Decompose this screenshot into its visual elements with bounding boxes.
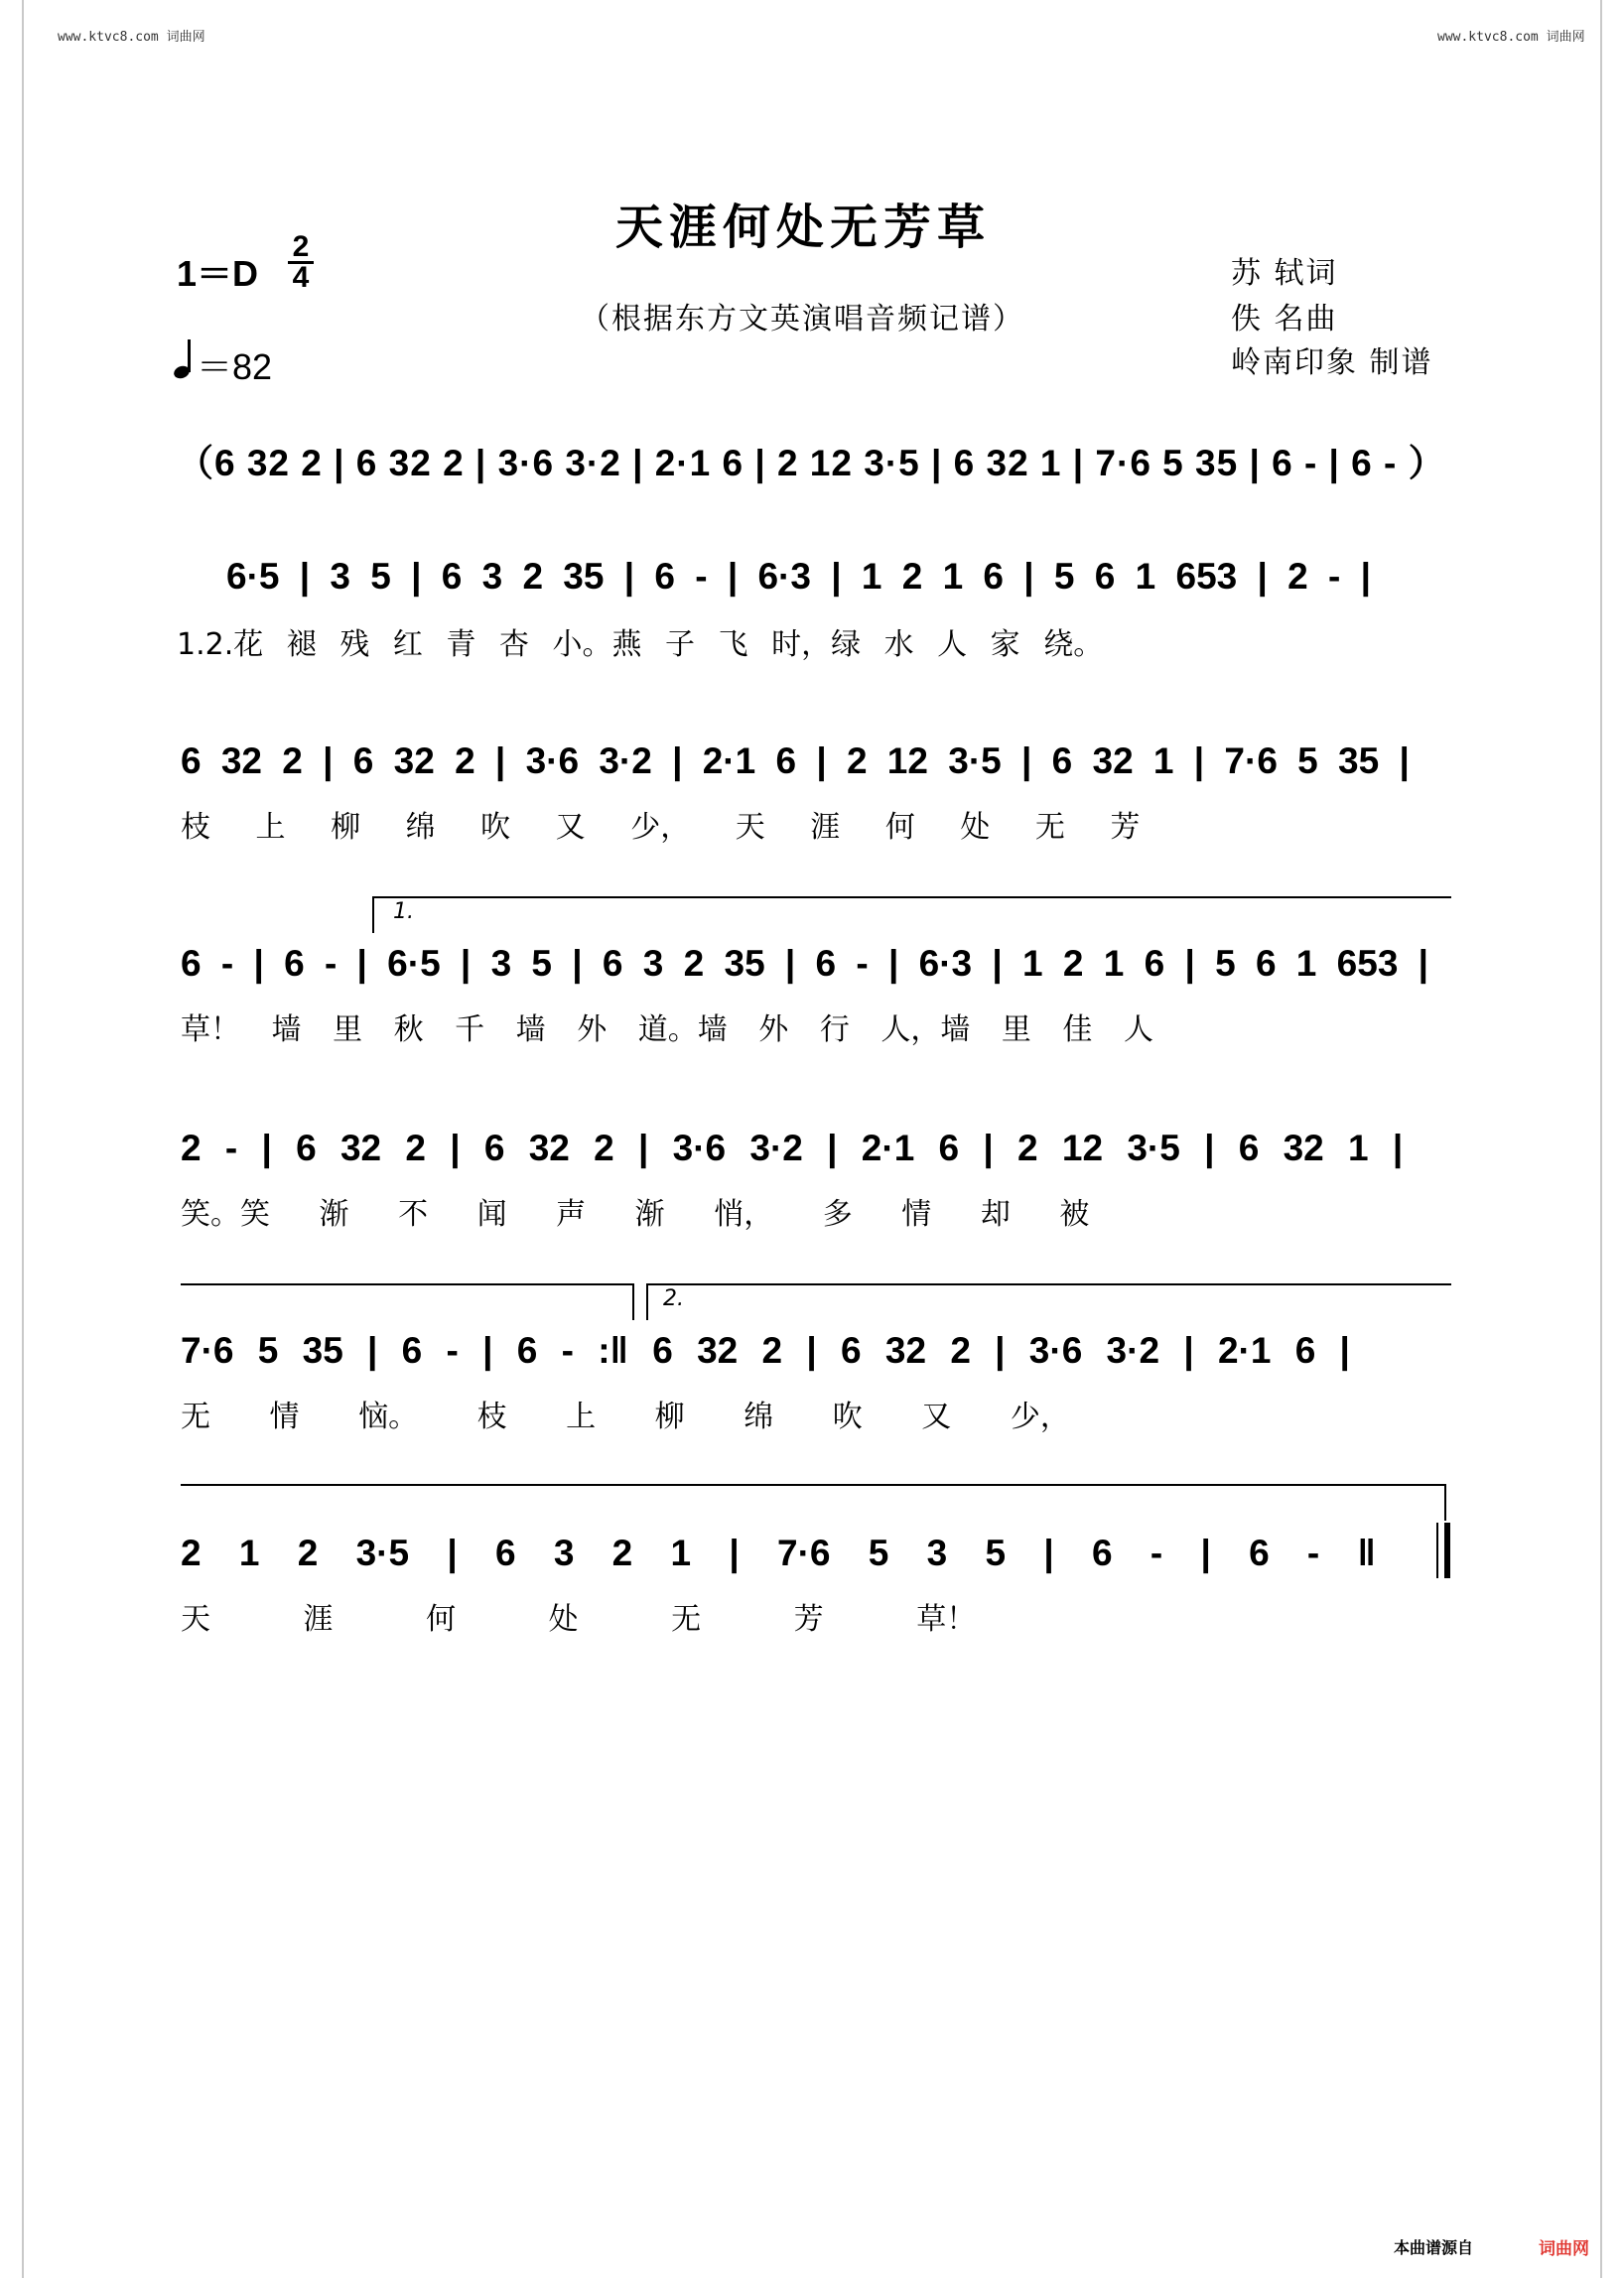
score-row-7-lyrics: 天 涯 何 处 无 芳 草！ — [181, 1602, 977, 1637]
tempo-marking: ＝82 — [197, 346, 273, 387]
score-row-5-lyrics: 笑。笑 渐 不 闻 声 渐 悄， 多 情 却 被 — [181, 1197, 1090, 1232]
first-ending-bracket — [373, 897, 1451, 933]
footer-source-label: 本曲谱源自 — [1394, 2238, 1474, 2257]
score-row-6-notes: 7·6 5 35 | 6 - | 6 - :‖ 6 32 2 | 6 32 2 | 3·6 3·2 | 2·1 6 | — [181, 1330, 1350, 1371]
song-title: 天涯何处无芳草 — [615, 200, 992, 255]
time-signature-denominator: 4 — [292, 261, 310, 294]
score-row-5-notes: 2 - | 6 32 2 | 6 32 2 | 3·6 3·2 | 2·1 6 | 2 12 3·5 | 6 32 1 | — [181, 1128, 1404, 1168]
site-watermark-right: www.ktvc8.com 词曲网 — [1437, 30, 1585, 45]
score-row-3-notes: 6 32 2 | 6 32 2 | 3·6 3·2 | 2·1 6 | 2 12 3·5 | 6 32 1 | 7·6 5 35 | — [181, 740, 1410, 781]
first-ending-label: 1. — [393, 899, 414, 924]
time-signature-numerator: 2 — [292, 230, 310, 263]
footer-logo[interactable]: 词曲网 — [1539, 2239, 1589, 2259]
score-row-4-lyrics: 草！ 墙 里 秋 千 墙 外 道。墙 外 行 人，墙 里 佳 人 — [181, 1012, 1153, 1047]
row-7-top-line — [181, 1485, 1445, 1521]
arranger-credit: 岭南印象 制谱 — [1231, 345, 1433, 380]
lyricist-credit: 苏 轼词 — [1231, 256, 1338, 291]
score-row-3-lyrics: 枝 上 柳 绵 吹 又 少， 天 涯 何 处 无 芳 — [181, 810, 1141, 845]
score-row-4-notes: 6 - | 6 - | 6·5 | 3 5 | 6 3 2 35 | 6 - | 6·3 | 1 2 1 6 | 5 6 1 653 | — [181, 943, 1429, 984]
score-row-1-notes: （6 32 2 | 6 32 2 | 3·6 3·2 | 2·1 6 | 2 12 3·5 | 6 32 1 | 7·6 5 35 | 6 - | 6 - ） — [177, 443, 1446, 483]
score-row-2-notes: 6·5 | 3 5 | 6 3 2 35 | 6 - | 6·3 | 1 2 1 6 | 5 6 1 653 | 2 - | — [226, 556, 1371, 597]
key-signature: 1＝D — [177, 253, 259, 294]
score-row-7-notes: 2 1 2 3·5 | 6 3 2 1 | 7·6 5 3 5 | 6 - | 6 - ‖ — [181, 1533, 1376, 1573]
site-watermark-left: www.ktvc8.com 词曲网 — [58, 30, 205, 45]
composer-credit: 佚 名曲 — [1231, 302, 1338, 336]
second-ending-label: 2. — [663, 1286, 684, 1311]
final-barline — [1437, 1523, 1447, 1578]
score-row-6-lyrics: 无 情 恼。 枝 上 柳 绵 吹 又 少， — [181, 1400, 1070, 1434]
song-subtitle: （根据东方文英演唱音频记谱） — [580, 302, 1024, 336]
score-row-2-lyrics: 1.2.花 褪 残 红 青 杏 小。燕 子 飞 时，绿 水 人 家 绕。 — [177, 627, 1104, 662]
row-6-top-line — [181, 1284, 1451, 1320]
